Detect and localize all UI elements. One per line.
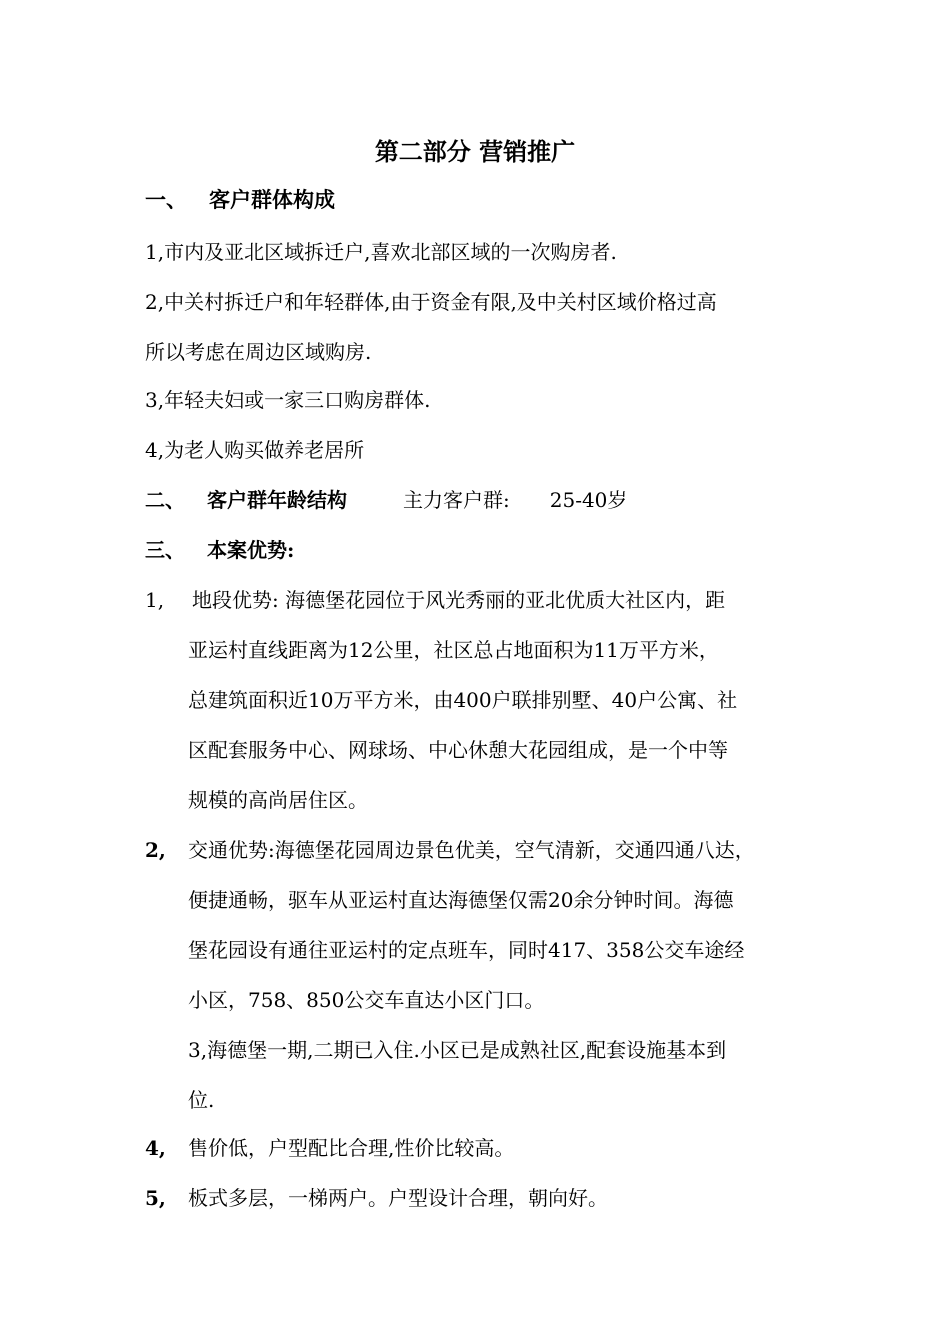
section3-heading — [145, 536, 294, 564]
advantage-2-line: 交通优势:海德堡花园周边景色优美，空气清新，交通四通八达， — [188, 838, 755, 862]
advantage-4-text: 售价低，户型配比合理,性价比较高。 — [188, 1136, 515, 1160]
section2-heading — [145, 486, 627, 514]
advantage-5-text: 板式多层，一梯两户。户型设计合理，朝向好。 — [188, 1186, 608, 1210]
advantage-2-line: 堡花园设有通往亚运村的定点班车，同时417、358公交车途经 — [188, 938, 745, 962]
advantage-2-line: 便捷通畅，驱车从亚运村直达海德堡仅需20余分钟时间。海德 — [188, 888, 734, 912]
advantage-1-number: 1, — [145, 588, 165, 612]
advantage-1-line: 亚运村直线距离为12公里，社区总占地面积为11万平方米， — [188, 638, 719, 662]
advantage-1-line: 地段优势: 海德堡花园位于风光秀丽的亚北优质大社区内，距 — [192, 588, 726, 612]
advantage-1-line: 区配套服务中心、网球场、中心休憩大花园组成，是一个中等 — [188, 738, 728, 762]
main-customer-label: 主力客户群: — [403, 488, 510, 512]
section1-number: 一、 — [145, 187, 187, 212]
section1-item: 4,为老人购买做养老居所 — [145, 438, 365, 462]
section1-item: 3,年轻夫妇或一家三口购房群体. — [145, 388, 431, 412]
section2-number: 二、 — [145, 488, 185, 512]
section1-heading — [145, 186, 335, 214]
section3-heading-text: 本案优势: — [207, 538, 295, 562]
advantage-1-line: 规模的高尚居住区。 — [188, 788, 368, 812]
section1-item: 1,市内及亚北区域拆迁户,喜欢北部区域的一次购房者. — [145, 240, 617, 264]
section1-heading-text: 客户群体构成 — [209, 187, 335, 212]
main-customer-age: 25-40岁 — [549, 488, 628, 512]
advantage-3-line: 3,海德堡一期,二期已入住.小区已是成熟社区,配套设施基本到 — [188, 1038, 727, 1062]
section1-item: 所以考虑在周边区域购房. — [145, 340, 372, 364]
section3-number: 三、 — [145, 538, 185, 562]
advantage-2-line: 小区，758、850公交车直达小区门口。 — [188, 988, 545, 1012]
advantage-2-number: 2, — [145, 838, 166, 862]
advantage-1-line: 总建筑面积近10万平方米，由400户联排别墅、40户公寓、社 — [188, 688, 738, 712]
page-title: 第二部分 营销推广 — [374, 137, 576, 166]
advantage-3-line: 位. — [188, 1088, 215, 1112]
advantage-4-number: 4, — [145, 1136, 166, 1160]
advantage-5-number: 5, — [145, 1186, 166, 1210]
section1-item: 2,中关村拆迁户和年轻群体,由于资金有限,及中关村区域价格过高 — [145, 290, 717, 314]
section2-heading-text: 客户群年龄结构 — [207, 488, 347, 512]
